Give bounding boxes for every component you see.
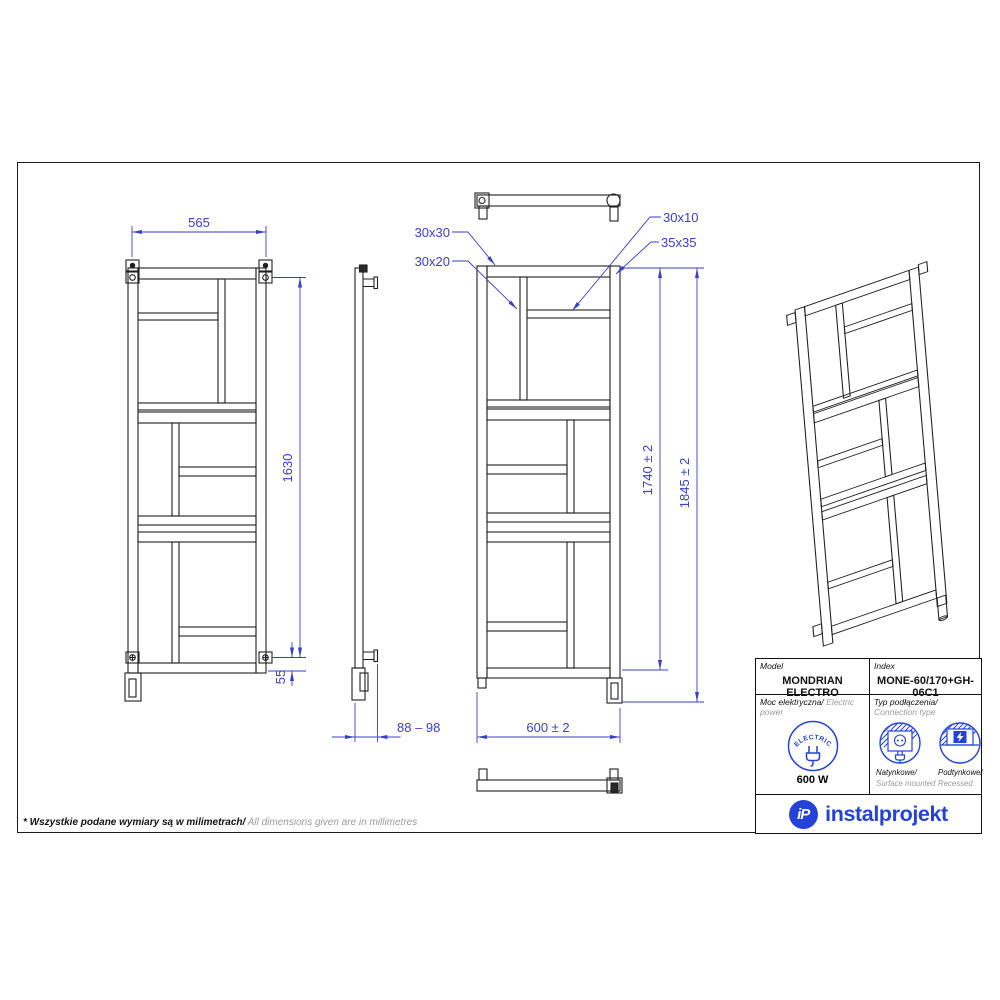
electric-power-cell — [756, 695, 870, 795]
side-view-dimensions — [332, 664, 401, 742]
index-cell — [870, 659, 981, 700]
recessed-option — [938, 721, 983, 787]
profile-30x20-label: 30x20 — [414, 254, 450, 269]
recessed-label-pl: Podtynkowe/ — [938, 768, 983, 778]
electric-badge-icon — [786, 719, 840, 773]
connection-type-cell — [870, 695, 981, 795]
left-side-tube — [128, 268, 138, 673]
dim-600-label: 600 ± 2 — [526, 720, 570, 735]
logo-monogram-icon: iP — [789, 800, 818, 829]
footnote-en: All dimensions given are in millimetres — [245, 817, 418, 828]
bottom-plan-view — [477, 769, 622, 793]
dim-1740-label: 1740 ± 2 — [640, 444, 655, 496]
surface-mounted-socket-icon — [878, 721, 922, 765]
heating-element-side — [352, 668, 368, 700]
power-label: Moc elektryczna/ Electric power — [760, 697, 855, 718]
connection-label: Typ podłączenia/ Connection type — [874, 697, 938, 718]
dim-55-label: 55 — [273, 669, 288, 685]
heating-element-3d — [937, 595, 948, 621]
model-value: MONDRIAN ELECTRO — [782, 675, 843, 700]
front-view — [125, 260, 272, 701]
index-value: MONE-60/170+GH-06C1 — [877, 675, 974, 700]
dim-depth-label: 88 – 98 — [397, 720, 441, 735]
heating-element-right — [607, 678, 622, 703]
isometric-view — [786, 262, 956, 665]
heating-element — [125, 673, 141, 701]
svg-text:ELECTRIC: ELECTRIC — [792, 734, 833, 749]
dim-1845-label: 1845 ± 2 — [677, 457, 692, 509]
right-side-tube — [256, 268, 266, 673]
profile-35x35-label: 35x35 — [661, 235, 697, 250]
dim-565-label: 565 — [188, 215, 210, 230]
footnote-pl: * Wszystkie podane wymiary są w milimetrach/ — [23, 817, 246, 828]
power-value: 600 W — [796, 774, 829, 787]
index-label: Index — [874, 661, 895, 671]
model-cell — [756, 659, 870, 700]
recessed-socket-icon — [938, 721, 982, 765]
surface-label-pl: Natynkowe/ — [876, 768, 917, 778]
profile-30x30-label: 30x30 — [414, 225, 450, 240]
side-view — [352, 265, 378, 700]
top-plan-view — [475, 193, 620, 221]
model-label: Model — [760, 661, 784, 671]
recessed-label-en: Recessed — [938, 778, 973, 788]
logo-text: instalprojekt — [825, 801, 948, 826]
brand-logo — [756, 795, 981, 833]
dim-1630-label: 1630 — [280, 453, 295, 483]
center-view-dimensions — [452, 217, 704, 743]
profile-30x10-label: 30x10 — [663, 210, 699, 225]
surface-mounted-option — [876, 721, 936, 788]
surface-label-en: Surface mounted — [876, 778, 936, 788]
plug-icon — [806, 746, 819, 766]
dimensioned-front-view — [477, 266, 622, 703]
title-block — [755, 658, 982, 834]
units-footnote — [23, 817, 643, 828]
